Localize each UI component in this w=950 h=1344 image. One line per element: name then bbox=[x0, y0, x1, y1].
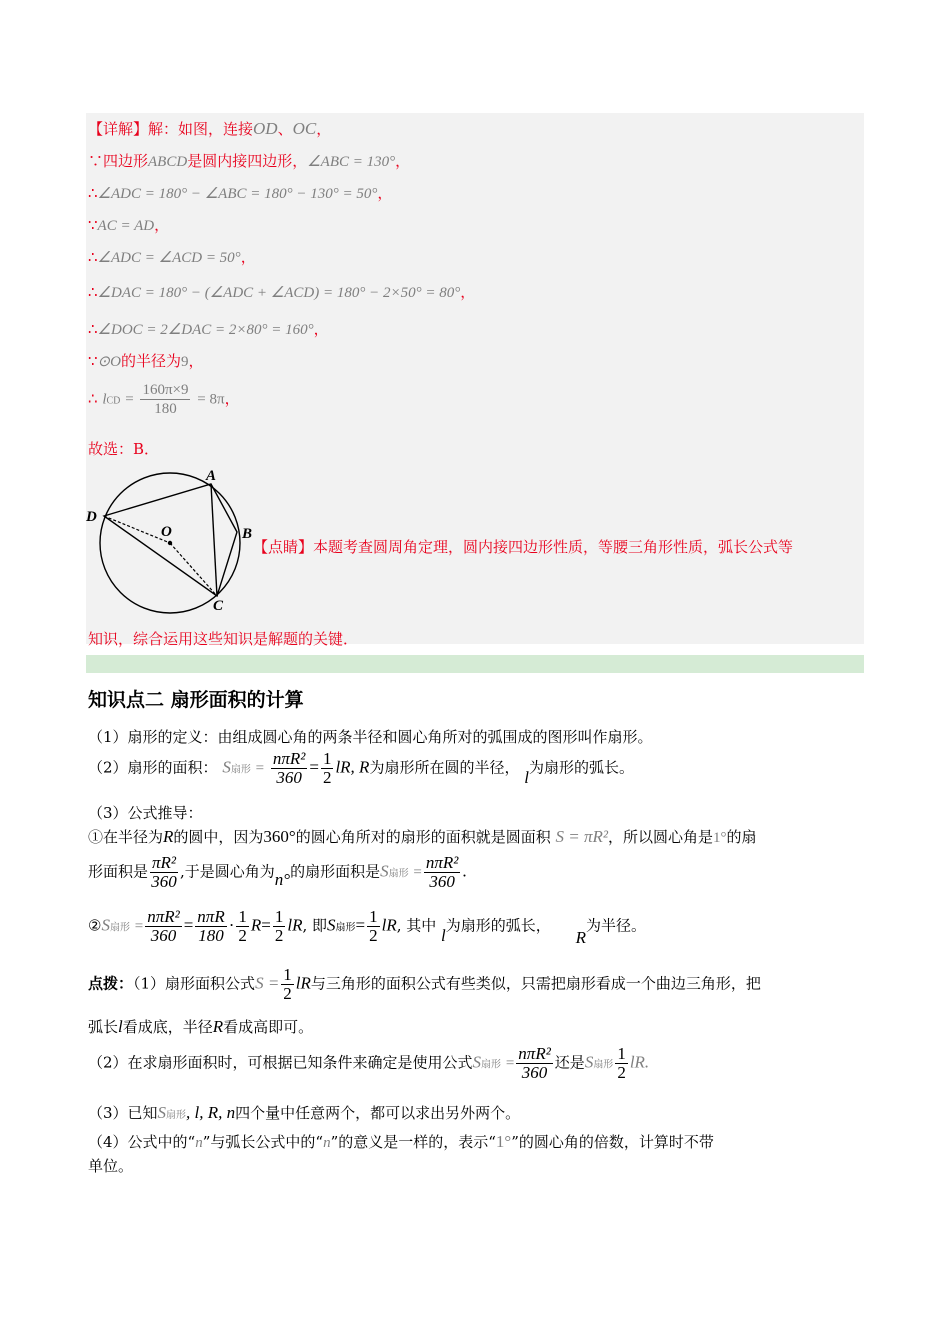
math: ∠DOC = 2∠DAC = 2×80° = 160° bbox=[97, 322, 314, 338]
tip-1 bbox=[88, 966, 761, 1003]
numerator: 1 bbox=[369, 907, 378, 926]
text: ,于是圆心角为 bbox=[180, 862, 275, 881]
text: ∵四边形 bbox=[88, 152, 149, 170]
text: 弧长 bbox=[88, 1018, 119, 1036]
numerator: nπR² bbox=[425, 853, 459, 872]
math: lR bbox=[295, 973, 311, 993]
text: ， bbox=[313, 320, 329, 338]
text: （4）公式中的“ bbox=[88, 1133, 196, 1151]
text: ∴ bbox=[88, 248, 98, 266]
answer-line: 故选：B． bbox=[88, 440, 160, 458]
fraction bbox=[140, 381, 190, 418]
para-3: （3）公式推导： bbox=[88, 804, 203, 822]
denominator: 180 bbox=[154, 401, 177, 417]
label-a: A bbox=[206, 468, 217, 484]
math: ∠ADC = ∠ACD = 50° bbox=[97, 250, 241, 266]
tip-4 bbox=[88, 1131, 714, 1152]
solution-line-1 bbox=[88, 118, 331, 139]
math: S bbox=[101, 915, 110, 935]
text: ， bbox=[316, 120, 332, 138]
fraction bbox=[150, 854, 178, 891]
diagonal-ac bbox=[211, 484, 217, 596]
math: S bbox=[380, 861, 389, 881]
math: R bbox=[212, 1017, 224, 1036]
tip-4-cont: 单位。 bbox=[88, 1157, 134, 1175]
fraction bbox=[516, 1045, 553, 1082]
math: l bbox=[102, 391, 107, 408]
comment-line-1: 【点睛】本题考查圆周角定理，圆内接四边形性质，等腰三角形性质，弧长公式等 bbox=[253, 538, 794, 556]
math: lR bbox=[381, 915, 397, 935]
math: S bbox=[327, 915, 336, 935]
math-sub: 扇形 bbox=[335, 922, 356, 934]
math: S bbox=[584, 1052, 594, 1072]
denominator: 2 bbox=[369, 926, 378, 945]
radius-oc bbox=[170, 543, 217, 596]
section-title: 知识点二 扇形面积的计算 bbox=[88, 689, 304, 711]
text: （3）已知 bbox=[88, 1104, 158, 1122]
numerator: 1 bbox=[274, 907, 284, 926]
math-sub: CD bbox=[106, 395, 121, 407]
text: 为扇形的弧长。 bbox=[528, 758, 634, 777]
fraction bbox=[367, 908, 380, 945]
para-6: ②S扇形 = $\frac{\text{nπR²}}{360}$ = $\frac{\text{nπR}}{180}$ · $\frac{1}{2}$ R= $\frac{1}{2}$ lR, 即S扇形= $\frac{1}{2}$ lR, 其中 l为扇形的弧长， R为半径。 bbox=[88, 907, 646, 947]
denominator: 2 bbox=[322, 768, 332, 787]
math: S = bbox=[255, 973, 280, 993]
solution-line-5 bbox=[88, 246, 256, 267]
text: ， bbox=[240, 248, 256, 266]
math: R bbox=[163, 827, 174, 846]
fraction bbox=[271, 750, 308, 787]
text: ，所以圆心角是 bbox=[608, 828, 714, 846]
solution-line-7 bbox=[88, 318, 329, 339]
math: 9 bbox=[180, 354, 189, 370]
numerator: 1 bbox=[238, 907, 247, 926]
text: ”与弧长公式中的“ bbox=[202, 1133, 324, 1151]
text: 的半径为 bbox=[120, 352, 181, 370]
math: AC = AD bbox=[97, 218, 155, 234]
math: ⊙O bbox=[97, 354, 121, 370]
math: ABCD bbox=[148, 154, 188, 170]
fraction bbox=[281, 966, 294, 1003]
tip-3 bbox=[88, 1102, 520, 1123]
text: ， bbox=[224, 389, 240, 408]
numerator: 1 bbox=[283, 965, 292, 984]
label-d: D bbox=[86, 509, 97, 525]
math: lR bbox=[287, 915, 303, 935]
text: 看成高即可。 bbox=[223, 1018, 314, 1036]
text: ”的意义是一样的，表示“ bbox=[330, 1133, 496, 1151]
math-sub: 扇形 bbox=[166, 1110, 187, 1121]
text: ， bbox=[460, 283, 476, 301]
tip-1-cont bbox=[88, 1016, 313, 1037]
math: l bbox=[441, 925, 446, 945]
text: ② bbox=[88, 916, 102, 935]
denominator: 2 bbox=[283, 984, 292, 1003]
text: 是圆内接四边形， bbox=[187, 152, 308, 170]
denominator: 360 bbox=[150, 926, 177, 945]
text: ， bbox=[154, 216, 170, 234]
math: R bbox=[575, 927, 586, 947]
math: lR, R bbox=[335, 757, 370, 777]
numerator: nπR² bbox=[272, 749, 306, 768]
math: S bbox=[472, 1052, 482, 1072]
math: S bbox=[157, 1103, 167, 1122]
math-sub: 扇形 bbox=[388, 868, 409, 880]
quadrilateral bbox=[104, 484, 237, 596]
math-sub: 扇形 bbox=[593, 1059, 614, 1071]
label-o: O bbox=[161, 524, 172, 540]
text: , 其中 bbox=[396, 916, 437, 935]
text: 的扇形面积是 bbox=[290, 862, 381, 881]
denominator: 360 bbox=[521, 1063, 548, 1082]
numerator: nπR² bbox=[518, 1044, 551, 1063]
tip-label: 点拨： bbox=[88, 974, 134, 993]
text: 的圆心角所对的扇形的面积就是圆面积 bbox=[295, 828, 551, 846]
para-5: 形面积是 $\frac{\text{πR²}}{360}$ ,于是圆心角为n°的扇形面积是S扇形 = $\frac{\text{nπR²}}{360}$ . bbox=[88, 853, 467, 891]
math: ∠ADC = 180° − ∠ABC = 180° − 130° = 50° bbox=[97, 186, 378, 202]
numerator: nπR bbox=[197, 907, 225, 926]
text: ”的圆心角的倍数，计算时不带 bbox=[511, 1133, 714, 1151]
numerator: 1 bbox=[617, 1044, 626, 1063]
denominator: 180 bbox=[198, 926, 224, 945]
math: n° bbox=[274, 869, 291, 889]
text: 形面积是 bbox=[88, 862, 149, 881]
denominator: 2 bbox=[274, 926, 284, 945]
fraction bbox=[195, 908, 226, 945]
para-2: （2）扇形的面积： S扇形 = $\frac{\text{nπR²}}{360}$ = $\frac{1}{2}$ lR, R为扇形所在圆的半径， l为扇形的弧长。 bbox=[88, 749, 634, 787]
text: ∵ bbox=[88, 216, 98, 234]
denominator: 360 bbox=[276, 768, 302, 787]
text: ∴ bbox=[88, 320, 98, 338]
fraction bbox=[321, 750, 334, 787]
solution-line-6 bbox=[88, 281, 475, 302]
text: . bbox=[462, 861, 467, 881]
section-divider bbox=[86, 655, 864, 673]
text: 的扇 bbox=[726, 828, 757, 846]
label-c: C bbox=[213, 598, 224, 614]
numerator: 1 bbox=[322, 749, 332, 768]
math: lR. bbox=[629, 1052, 650, 1072]
math: S bbox=[222, 757, 231, 777]
text: 还是 bbox=[554, 1053, 585, 1072]
math: n bbox=[323, 1135, 331, 1151]
math: l bbox=[118, 1017, 123, 1036]
text: （2）扇形的面积： bbox=[88, 758, 218, 777]
text: 、 bbox=[277, 120, 293, 138]
math: 360° bbox=[263, 827, 296, 846]
text: （1）扇形面积公式 bbox=[133, 974, 256, 993]
text: 为扇形所在圆的半径， bbox=[369, 758, 520, 777]
label-b: B bbox=[242, 526, 253, 542]
solution-line-4 bbox=[88, 214, 169, 235]
math: ∠DAC = 180° − (∠ADC + ∠ACD) = 180° − 2×50° = 80° bbox=[97, 285, 461, 301]
math-sub: 扇形 bbox=[109, 922, 130, 934]
text: ， bbox=[395, 152, 411, 170]
math: R bbox=[250, 915, 262, 935]
text: 的圆中，因为 bbox=[173, 828, 264, 846]
text: , 即 bbox=[302, 916, 328, 935]
para-4 bbox=[88, 826, 757, 847]
math-sub: 扇形 bbox=[230, 764, 251, 776]
fraction bbox=[615, 1045, 628, 1082]
fraction bbox=[145, 908, 182, 945]
text: 与三角形的面积公式有些类似，只需把扇形看成一个曲边三角形，把 bbox=[310, 974, 761, 993]
fraction bbox=[236, 908, 249, 945]
center-point bbox=[168, 541, 172, 545]
comment-line-2: 知识，综合运用这些知识是解题的关键． bbox=[88, 630, 359, 648]
solution-line-9: ∴ lCD = $\frac{160\pi\times 9}{180}$ = 8π， bbox=[88, 382, 240, 417]
math: OD bbox=[253, 119, 278, 138]
numerator: 160π×9 bbox=[142, 382, 189, 398]
math: S = πR² bbox=[555, 827, 609, 846]
math-sub: 扇形 bbox=[481, 1059, 502, 1071]
math: ∠ABC = 130° bbox=[307, 154, 396, 170]
math: l bbox=[524, 767, 529, 787]
text: ， bbox=[377, 184, 393, 202]
math: n bbox=[195, 1135, 203, 1151]
solution-line-3 bbox=[88, 182, 392, 203]
numerator: πR² bbox=[152, 853, 177, 872]
tip-2: （2）在求扇形面积时，可根据已知条件来确定是使用公式S扇形 = $\frac{\text{nπR²}}{360}$ 还是S扇形 $\frac{1}{2}$ lR. bbox=[88, 1044, 650, 1082]
text: ， bbox=[188, 352, 204, 370]
denominator: 2 bbox=[238, 926, 247, 945]
math: 1° bbox=[713, 830, 727, 846]
text: （2）在求扇形面积时，可根据已知条件来确定是使用公式 bbox=[88, 1053, 473, 1072]
text: ①在半径为 bbox=[88, 828, 164, 846]
text: 四个量中任意两个，都可以求出另外两个。 bbox=[235, 1104, 521, 1122]
text: 【详解】解：如图，连接 bbox=[88, 120, 254, 138]
solution-line-8 bbox=[88, 350, 203, 371]
denominator: 360 bbox=[429, 872, 455, 891]
math: , l, R, n bbox=[186, 1103, 236, 1122]
para-1: （1）扇形的定义：由组成圆心角的两条半径和圆心角所对的弧围成的图形叫作扇形。 bbox=[88, 728, 653, 746]
text: ∴ bbox=[88, 184, 98, 202]
text: ∴ bbox=[88, 389, 98, 408]
text: ∴ bbox=[88, 283, 98, 301]
solution-line-2 bbox=[88, 150, 410, 171]
text: ∵ bbox=[88, 352, 98, 370]
denominator: 360 bbox=[151, 872, 177, 891]
text: 为半径。 bbox=[585, 916, 646, 935]
math: = 8π bbox=[197, 391, 225, 408]
denominator: 2 bbox=[617, 1063, 626, 1082]
fraction bbox=[273, 908, 286, 945]
circle-figure bbox=[84, 464, 264, 614]
math: 1° bbox=[495, 1132, 512, 1151]
text: 看成底，半径 bbox=[122, 1018, 213, 1036]
numerator: nπR² bbox=[147, 907, 180, 926]
text: 为扇形的弧长， bbox=[445, 916, 551, 935]
math: OC bbox=[292, 119, 317, 138]
fraction bbox=[424, 854, 461, 891]
